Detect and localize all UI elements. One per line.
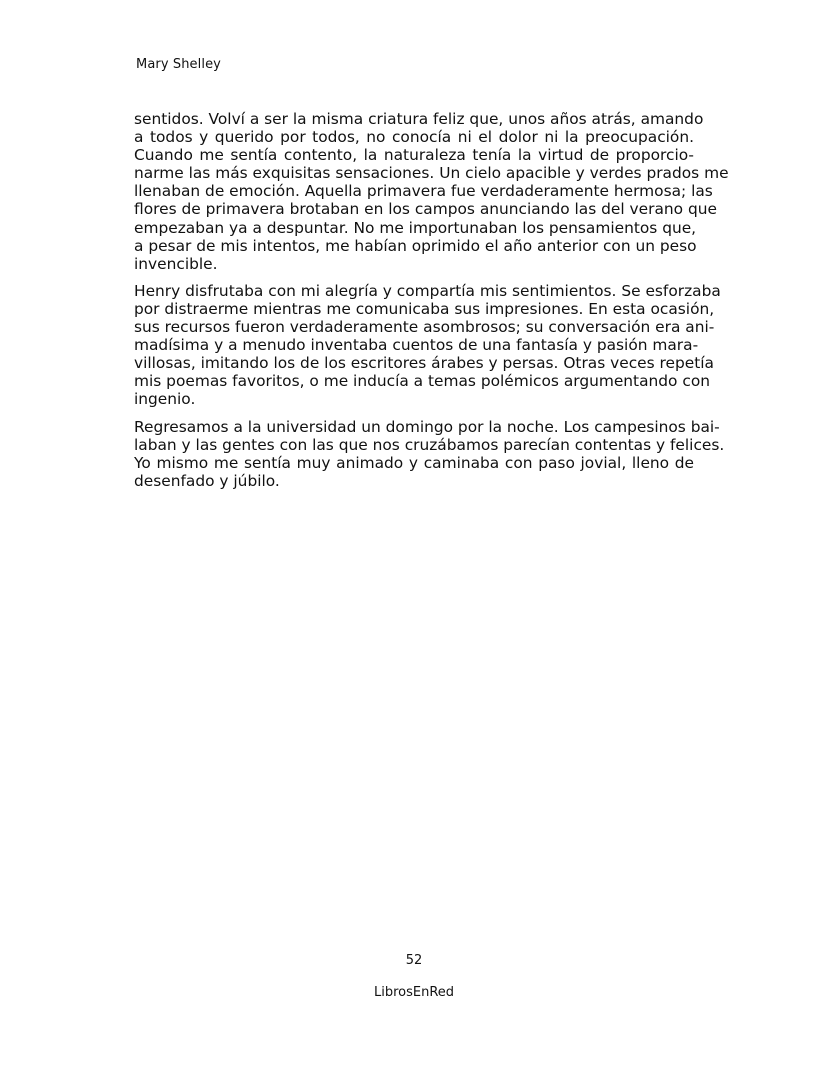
running-header-author: Mary Shelley	[136, 57, 221, 72]
text-line: villosas, imitando los de los escritores árabes y persas. Otras veces repetía	[134, 354, 714, 373]
text-line: llenaban de emoción. Aquella primavera fue verdaderamente hermosa; las	[134, 182, 713, 201]
text-line: Yo mismo me sentía muy animado y caminaba con paso jovial, lleno de	[134, 453, 694, 472]
text-line: sus recursos fueron verdaderamente asombrosos; su conversación era ani-	[134, 318, 715, 337]
text-line: por distraerme mientras me comunicaba sus impresiones. En esta ocasión,	[134, 299, 715, 318]
text-line: flores de primavera brotaban en los campos anunciando las del verano que	[134, 200, 717, 219]
text-line: desenfado y júbilo.	[134, 471, 280, 490]
paragraph-3	[134, 417, 725, 490]
page-number: 52	[405, 953, 423, 968]
text-line: madísima y a menudo inventaba cuentos de una fantasía y pasión mara-	[134, 336, 699, 355]
paragraph-1	[134, 110, 729, 273]
text-line: sentidos. Volví a ser la misma criatura feliz que, unos años atrás, amando	[134, 110, 704, 128]
text-line: ingenio.	[134, 390, 196, 409]
text-line: invencible.	[134, 254, 218, 273]
text-line: Cuando me sentía contento, la naturaleza tenía la virtud de proporcio-	[134, 146, 694, 165]
text-line: Regresamos a la universidad un domingo por la noche. Los campesinos bai-	[134, 417, 720, 436]
text-line: Henry disfrutaba con mi alegría y compartía mis sentimientos. Se esforzaba	[134, 281, 721, 300]
text-line: mis poemas favoritos, o me inducía a temas polémicos argumentando con	[134, 372, 710, 391]
text-line: empezaban ya a despuntar. No me importunaban los pensamientos que,	[134, 218, 697, 237]
text-line: laban y las gentes con las que nos cruzábamos parecían contentas y felices.	[134, 435, 725, 454]
text-line: a pesar de mis intentos, me habían oprimido el año anterior con un peso	[134, 236, 697, 255]
paragraph-2	[134, 281, 721, 409]
body-text	[134, 110, 729, 499]
text-line: narme las más exquisitas sensaciones. Un cielo apacible y verdes prados me	[134, 164, 729, 183]
footer-publisher: LibrosEnRed	[373, 985, 455, 1000]
text-line: a todos y querido por todos, no conocía ni el dolor ni la preocupación.	[134, 128, 694, 147]
